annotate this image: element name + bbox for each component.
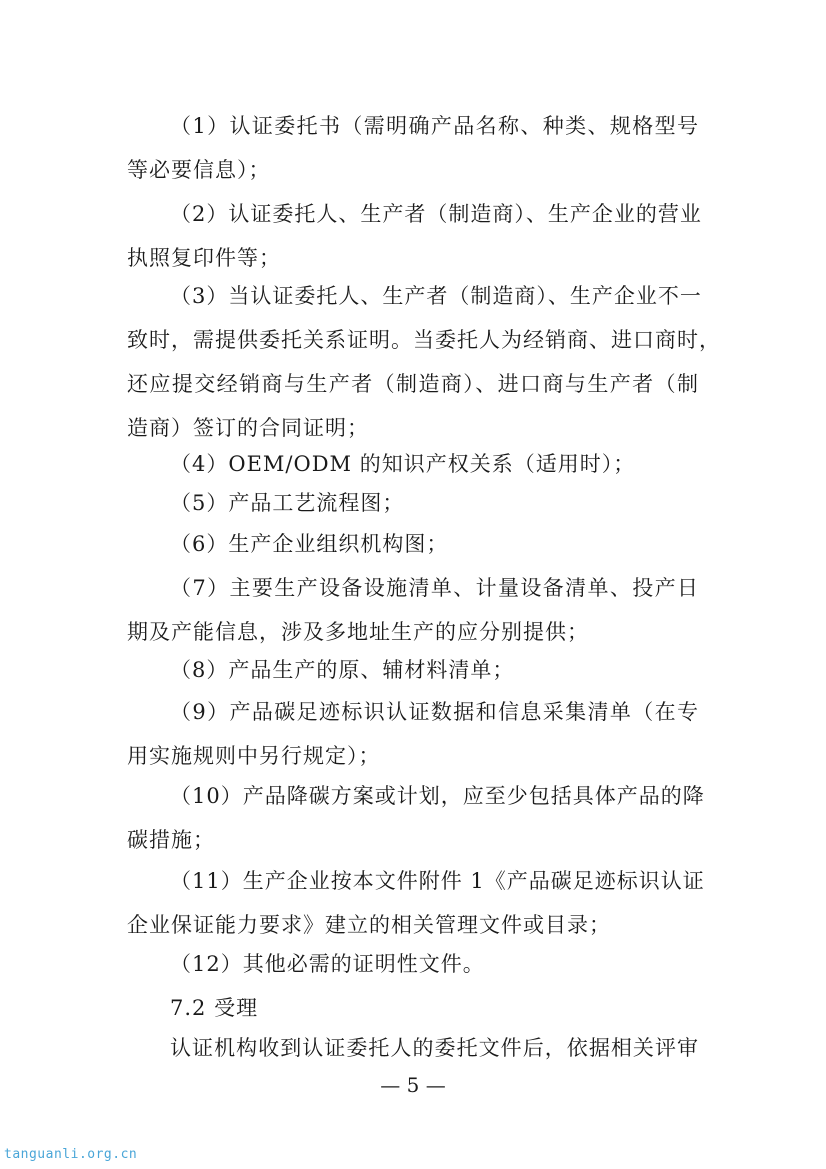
line: 致时，需提供委托关系证明。当委托人为经销商、进口商时， <box>127 328 721 352</box>
list-item-10 <box>127 774 705 862</box>
line: （9）产品碳足迹标识认证数据和信息采集清单（在专 <box>170 700 699 724</box>
line: 碳措施； <box>127 828 215 852</box>
list-item-11 <box>127 859 705 947</box>
line: （11）生产企业按本文件附件 1《产品碳足迹标识认证 <box>170 869 705 893</box>
list-item-7 <box>127 566 699 654</box>
line: 造商）签订的合同证明； <box>127 416 369 440</box>
list-item-5 <box>127 481 699 525</box>
line: 期及产能信息，涉及多地址生产的应分别提供； <box>127 620 589 644</box>
line: 企业保证能力要求》建立的相关管理文件或目录； <box>127 913 611 937</box>
line: （10）产品降碳方案或计划，应至少包括具体产品的降 <box>170 784 705 808</box>
page-number: — 5 — <box>380 1073 446 1097</box>
line: 用实施规则中另行规定）； <box>127 744 381 768</box>
line: 认证机构收到认证委托人的委托文件后，依据相关评审 <box>170 1036 699 1060</box>
line: （3）当认证委托人、生产者（制造商）、生产企业不一 <box>170 284 702 308</box>
list-item-9 <box>127 690 699 778</box>
line: （2）认证委托人、生产者（制造商）、生产企业的营业 <box>170 202 702 226</box>
line: （7）主要生产设备设施清单、计量设备清单、投产日 <box>170 576 699 600</box>
line: 等必要信息）； <box>127 158 271 182</box>
section-heading: 7.2 受理 <box>170 996 259 1020</box>
line: （1）认证委托书（需明确产品名称、种类、规格型号 <box>170 114 699 138</box>
line: （5）产品工艺流程图； <box>170 491 405 515</box>
list-item-12 <box>127 942 699 986</box>
line: （6）生产企业组织机构图； <box>170 532 449 556</box>
list-item-3 <box>127 274 721 450</box>
line: 还应提交经销商与生产者（制造商）、进口商与生产者（制 <box>127 372 699 396</box>
watermark: tanguanli.org.cn <box>4 1147 138 1162</box>
line: 执照复印件等； <box>127 246 281 270</box>
list-item-8 <box>127 648 699 692</box>
line: （12）其他必需的证明性文件。 <box>170 952 485 976</box>
list-item-6 <box>127 522 699 566</box>
list-item-4 <box>127 442 699 486</box>
line: （4）OEM/ODM 的知识产权关系（适用时）； <box>170 452 636 476</box>
list-item-1 <box>127 104 699 192</box>
list-item-2 <box>127 192 702 280</box>
line: （8）产品生产的原、辅材料清单； <box>170 658 515 682</box>
closing-paragraph <box>127 1026 699 1070</box>
